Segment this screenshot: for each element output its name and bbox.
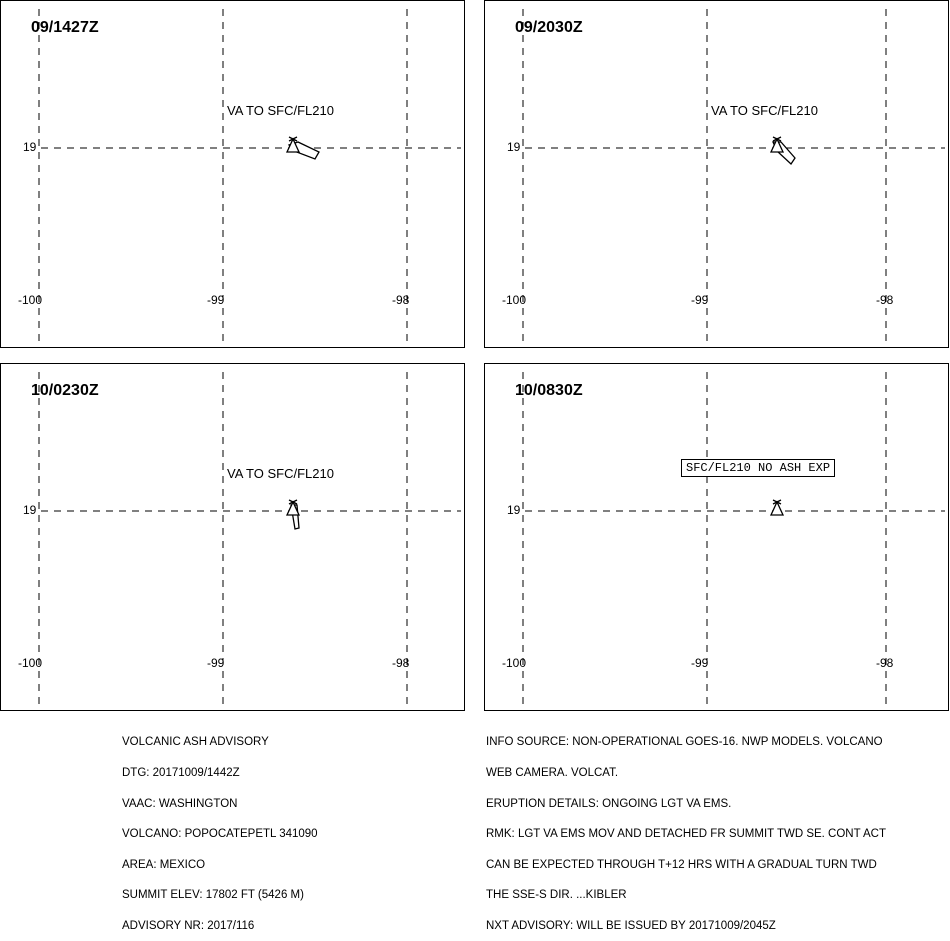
- lon-label-99: -99: [207, 293, 225, 307]
- panel-time-label: 10/0830Z: [515, 382, 583, 399]
- lon-label-99: -99: [691, 656, 709, 670]
- volcano-icon: [771, 502, 783, 515]
- panel-annotation-boxed: SFC/FL210 NO ASH EXP: [681, 459, 835, 477]
- lat-label: 19: [507, 503, 521, 517]
- advisory-line: NXT ADVISORY: WILL BE ISSUED BY 20171009/2045Z: [486, 920, 776, 933]
- lat-label: 19: [507, 140, 521, 154]
- advisory-line: VOLCANO: POPOCATEPETL 341090: [122, 828, 318, 841]
- advisory-line: INFO SOURCE: NON-OPERATIONAL GOES-16. NWP MODELS. VOLCANO: [486, 736, 883, 749]
- lat-label: 19: [23, 140, 37, 154]
- advisory-line: CAN BE EXPECTED THROUGH T+12 HRS WITH A GRADUAL TURN TWD: [486, 858, 877, 871]
- advisory-line: THE SSE-S DIR. ...KIBLER: [486, 889, 627, 902]
- lon-label-100: -100: [18, 656, 43, 670]
- panel-time-label: 10/0230Z: [31, 382, 99, 399]
- panel-annotation: VA TO SFC/FL210: [711, 103, 818, 118]
- lon-label-98: -98: [392, 293, 410, 307]
- panel-annotation: VA TO SFC/FL210: [227, 466, 334, 481]
- lon-label-99: -99: [691, 293, 709, 307]
- advisory-line: VAAC: WASHINGTON: [122, 797, 238, 810]
- advisory-line: RMK: LGT VA EMS MOV AND DETACHED FR SUMMIT TWD SE. CONT ACT: [486, 828, 886, 841]
- advisory-line: ERUPTION DETAILS: ONGOING LGT VA EMS.: [486, 797, 732, 810]
- lon-label-100: -100: [502, 656, 527, 670]
- lon-label-98: -98: [876, 293, 894, 307]
- lat-label: 19: [23, 503, 37, 517]
- advisory-line: DTG: 20171009/1442Z: [122, 767, 240, 780]
- lon-label-100: -100: [18, 293, 43, 307]
- panel-annotation: VA TO SFC/FL210: [227, 103, 334, 118]
- advisory-header-block: [122, 717, 318, 941]
- advisory-remarks-block: [486, 717, 886, 941]
- advisory-line: AREA: MEXICO: [122, 858, 206, 871]
- advisory-line: SUMMIT ELEV: 17802 FT (5426 M): [122, 889, 304, 902]
- advisory-line: VOLCANIC ASH ADVISORY: [122, 736, 269, 749]
- panel-time-label: 09/2030Z: [515, 19, 583, 36]
- lon-label-99: -99: [207, 656, 225, 670]
- lon-label-100: -100: [502, 293, 527, 307]
- lon-label-98: -98: [392, 656, 410, 670]
- advisory-line: ADVISORY NR: 2017/116: [122, 920, 255, 933]
- forecast-panel-3: [0, 363, 465, 711]
- panel-time-label: 09/1427Z: [31, 19, 99, 36]
- lon-label-98: -98: [876, 656, 894, 670]
- forecast-panel-4: [484, 363, 949, 711]
- forecast-panel-1: [0, 0, 465, 348]
- forecast-panel-2: [484, 0, 949, 348]
- advisory-line: WEB CAMERA. VOLCAT.: [486, 767, 619, 780]
